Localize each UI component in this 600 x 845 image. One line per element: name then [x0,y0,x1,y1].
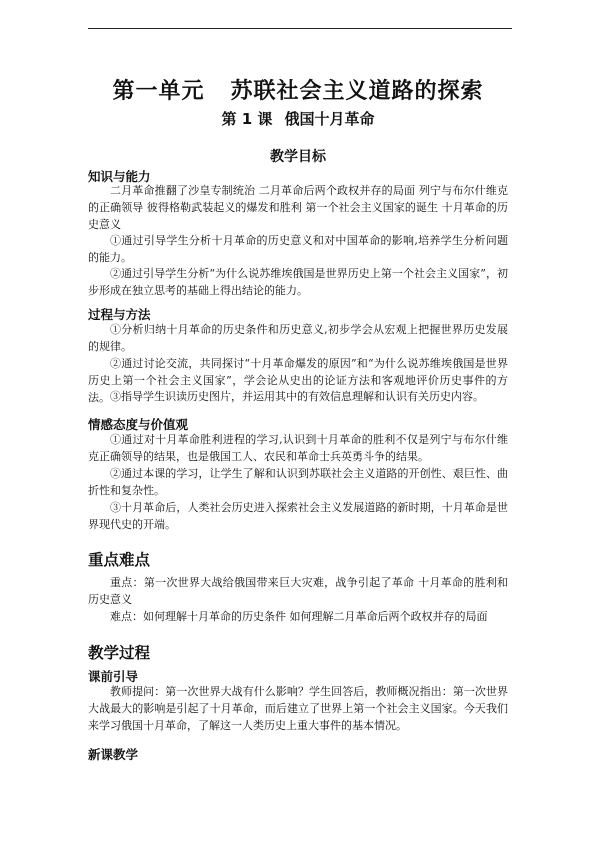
emotion-paragraph-2: ②通过本课的学习，让学生了解和认识到苏联社会主义道路的开创性、艰巨性、曲折性和复杂性。 [88,467,508,497]
unit-name: 苏联社会主义道路的探索 [230,79,484,104]
new-lesson-heading: 新课教学 [88,747,139,762]
unit-label: 第一单元 [112,79,205,104]
unit-title [88,74,508,105]
header-rule [88,28,512,29]
key-points-heading: 重点难点 [88,551,151,569]
knowledge-paragraph-2: ①通过引导学生分析十月革命的历史意义和对中国革命的影响,培养学生分析问题的能力。 [88,234,508,264]
process-paragraph-2: ②通过讨论交流，共同探讨“十月革命爆发的原因”和“为什么说苏维埃俄国是世界历史上第一个社会主义国家”，学会论从史出的论证方法和客观地评价历史事件的方法。 [88,357,508,404]
lesson-title [88,108,508,129]
emotion-paragraph-3: ③十月革命后，人类社会历史进入探索社会主义发展道路的新时期，十月革命是世界现代史的开端。 [88,501,508,531]
key-points-paragraph-1: 重点：第一次世界大战给俄国带来巨大灾难，战争引起了革命 十月革命的胜利和历史意义 [88,576,508,606]
intro-paragraph: 教师提问：第一次世界大战有什么影响？学生回答后，教师概况指出：第一次世界大战最大的影响是引起了十月革命，而后建立了世界上第一个社会主义国家。今天我们来学习俄国十月革命，了解这一人类历史上重大事件的基本情况。 [88,685,508,732]
process-paragraph-3: ③指导学生识读历史图片，并运用其中的有效信息理解和认识有关历史内容。 [110,390,484,403]
lesson-number: 第 1 课 [221,110,273,128]
emotion-paragraph-1: ①通过对十月革命胜利进程的学习,认识到十月革命的胜利不仅是列宁与布尔什维克正确领导的结果，也是俄国工人、农民和革命士兵英勇斗争的结果。 [88,433,508,463]
emotion-heading: 情感态度与价值观 [88,417,189,432]
lesson-name: 俄国十月革命 [284,110,375,128]
teaching-process-heading: 教学过程 [88,644,151,662]
process-paragraph-1: ①分析归纳十月革命的历史条件和历史意义,初步学会从宏观上把握世界历史发展的规律。 [88,323,508,353]
goals-heading: 教学目标 [270,149,326,165]
knowledge-paragraph-3: ②通过引导学生分析“为什么说苏维埃俄国是世界历史上第一个社会主义国家”，初步形成在独立思考的基础上得出结论的能力。 [88,267,508,297]
process-heading: 过程与方法 [88,307,151,322]
knowledge-paragraph-1: 二月革命推翻了沙皇专制统治 二月革命后两个政权并存的局面 列宁与布尔什维克的正确领导 彼得格勒武装起义的爆发和胜利 第一个社会主义国家的诞生 十月革命的历史意义 [88,184,508,231]
intro-heading: 课前引导 [88,669,139,684]
knowledge-heading: 知识与能力 [88,169,151,184]
key-points-paragraph-2: 难点：如何理解十月革命的历史条件 如何理解二月革命后两个政权并存的局面 [110,610,488,623]
